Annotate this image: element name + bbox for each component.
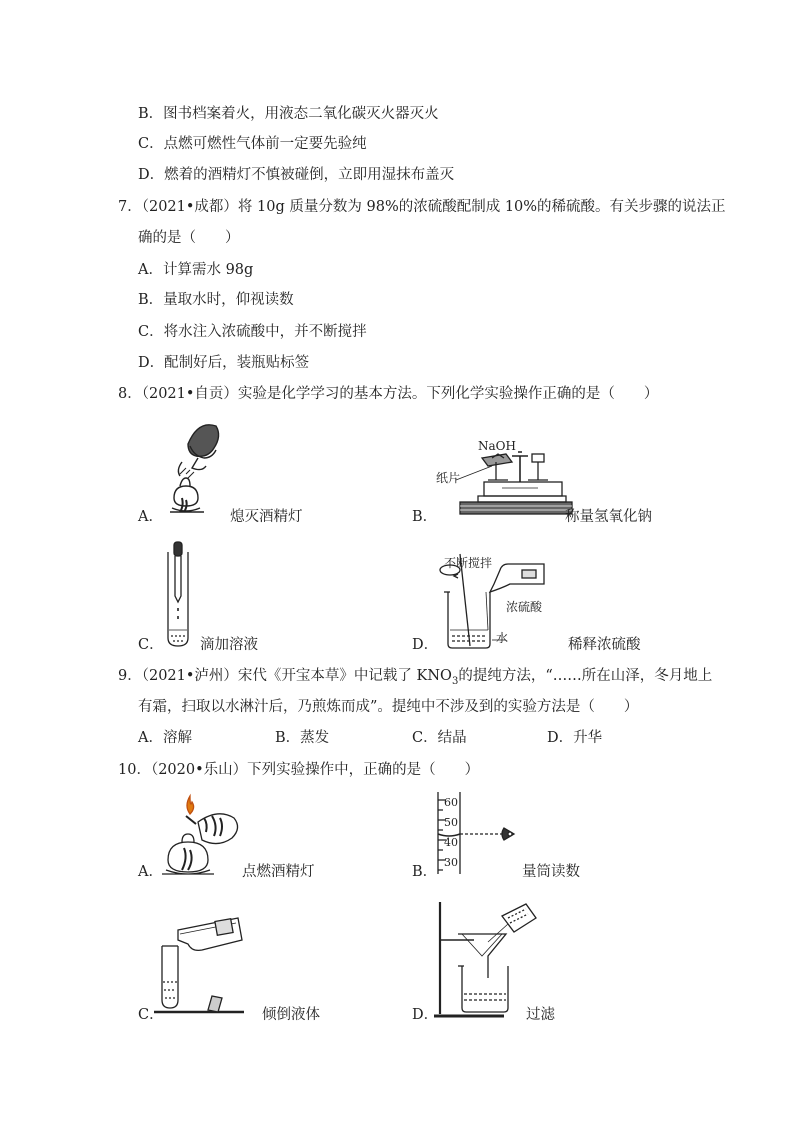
- naoh-label: NaOH: [478, 439, 516, 453]
- q10-d-caption: 过滤: [526, 1007, 555, 1023]
- q8-stem: 8．（2021•自贡）实验是化学学习的基本方法。下列化学实验操作正确的是（ ）: [118, 386, 659, 402]
- q10-a-caption: 点燃酒精灯: [242, 864, 315, 880]
- q8-b-caption: 称量氢氧化钠: [565, 509, 652, 525]
- tick-50: 50: [444, 816, 458, 829]
- filtration-figure: [432, 898, 542, 1022]
- q9-stem-line1: [118, 666, 712, 692]
- q9-option-b: B．蒸发: [275, 730, 330, 746]
- lamp-lighting-figure: [160, 788, 246, 880]
- q7-option-a: A．计算需水 98g: [138, 262, 254, 278]
- q10-d-letter: D．: [412, 1007, 439, 1023]
- q9-stem-post: 的提纯方法，“……所在山泽，冬月地上: [458, 668, 713, 684]
- water-label: 水: [496, 631, 509, 645]
- q9-stem-pre: 9．（2021•泸州）宋代《开宝本草》中记载了 KNO: [118, 668, 452, 684]
- q8-a-letter: A．: [138, 509, 163, 525]
- paper-label: 纸片: [436, 471, 461, 485]
- stir-label: 不断搅拌: [444, 556, 493, 570]
- q9-option-a: A．溶解: [138, 730, 192, 746]
- tick-40: 40: [444, 836, 458, 849]
- q7-option-b: B．量取水时，仰视读数: [138, 292, 294, 308]
- tick-30: 30: [444, 856, 458, 869]
- q10-c-letter: C．: [138, 1007, 164, 1023]
- prev-option-d: D．燃着的酒精灯不慎被碰倒，立即用湿抹布盖灭: [138, 167, 455, 183]
- prev-option-b: B．图书档案着火，用液态二氧化碳灭火器灭火: [138, 106, 439, 122]
- q8-c-caption: 滴加溶液: [200, 637, 258, 653]
- q10-a-letter: A．: [138, 864, 163, 880]
- q10-stem: 10．（2020•乐山）下列实验操作中，正确的是（ ）: [118, 762, 480, 778]
- acid-label: 浓硫酸: [506, 600, 543, 614]
- q8-a-caption: 熄灭酒精灯: [230, 509, 303, 525]
- blowing-lamp-figure: [160, 416, 240, 522]
- q10-b-caption: 量筒读数: [522, 864, 580, 880]
- prev-option-c: C．点燃可燃性气体前一定要先验纯: [138, 136, 367, 152]
- q9-option-c: C．结晶: [412, 730, 467, 746]
- dropper-figure: [160, 540, 196, 648]
- q9-stem-line2: 有霜，扫取以水淋汁后，乃煎炼而成”。提纯中不涉及到的实验方法是（ ）: [138, 699, 639, 715]
- pouring-figure: [154, 910, 246, 1020]
- q8-d-caption: 稀释浓硫酸: [568, 637, 641, 653]
- q7-option-d: D．配制好后，装瓶贴标签: [138, 355, 310, 371]
- q9-subscript: 3: [451, 675, 459, 687]
- q10-c-caption: 倾倒液体: [262, 1007, 320, 1023]
- q8-d-letter: D．: [412, 637, 439, 653]
- q7-stem-line2: 确的是（ ）: [138, 230, 240, 246]
- q8-c-letter: C．: [138, 637, 164, 653]
- q10-b-letter: B．: [412, 864, 438, 880]
- q7-stem-line1: 7．（2021•成都）将 10g 质量分数为 98%的浓硫酸配制成 10%的稀硫酸。有关步骤的说法正: [118, 199, 726, 215]
- q7-option-c: C．将水注入浓硫酸中，并不断搅拌: [138, 324, 367, 340]
- tick-60: 60: [444, 796, 458, 809]
- q8-b-letter: B．: [412, 509, 438, 525]
- q9-option-d: D．升华: [547, 730, 603, 746]
